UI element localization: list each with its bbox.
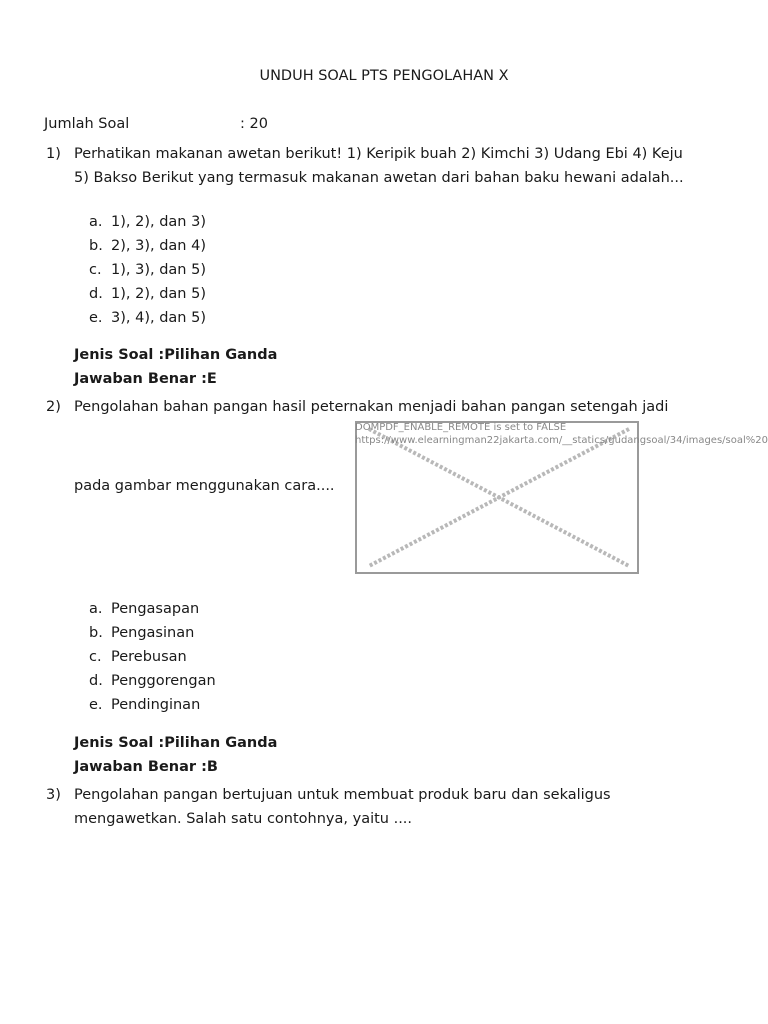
option-letter: a. (89, 214, 103, 230)
option-letter: a. (89, 601, 103, 617)
question-type: Jenis Soal :Pilihan Ganda (74, 735, 278, 751)
question-type: Jenis Soal :Pilihan Ganda (74, 347, 278, 363)
answer-option (89, 669, 216, 693)
image-error-note (355, 421, 768, 447)
option-text: Pengasapan (111, 601, 200, 617)
answer-option (89, 597, 199, 621)
answer-option (89, 234, 206, 258)
question-count-label: Jumlah Soal (44, 116, 130, 132)
answer-option (89, 306, 206, 330)
option-text: Perebusan (111, 649, 187, 665)
option-letter: b. (89, 625, 103, 641)
image-error-line: DOMPDF_ENABLE_REMOTE is set to FALSE (355, 422, 567, 433)
option-text: Pengasinan (111, 625, 195, 641)
option-text: 1), 3), dan 5) (111, 262, 206, 278)
option-letter: c. (89, 262, 102, 278)
option-letter: c. (89, 649, 102, 665)
option-letter: e. (89, 697, 103, 713)
question-number: 1) (46, 146, 61, 162)
option-text: 1), 2), dan 5) (111, 286, 206, 302)
answer-option (89, 693, 200, 717)
option-letter: e. (89, 310, 103, 326)
option-text: Penggorengan (111, 673, 216, 689)
option-text: Pendinginan (111, 697, 201, 713)
page-title: UNDUH SOAL PTS PENGOLAHAN X (259, 68, 509, 84)
correct-answer: Jawaban Benar :E (74, 371, 217, 387)
answer-option (89, 621, 194, 645)
answer-option (89, 645, 187, 669)
question-text-line: mengawetkan. Salah satu contohnya, yaitu .... (74, 811, 413, 827)
option-letter: d. (89, 673, 103, 689)
question-number: 3) (46, 787, 61, 803)
question-text-line: Pengolahan bahan pangan hasil peternakan menjadi bahan pangan setengah jadi (74, 399, 669, 415)
question-text-line: 5) Bakso Berikut yang termasuk makanan awetan dari bahan baku hewani adalah... (74, 170, 684, 186)
question-count-value: : 20 (240, 116, 268, 132)
option-text: 2), 3), dan 4) (111, 238, 206, 254)
answer-option (89, 210, 206, 234)
option-text: 3), 4), dan 5) (111, 310, 206, 326)
option-letter: d. (89, 286, 103, 302)
option-letter: b. (89, 238, 103, 254)
question-text-line: Pengolahan pangan bertujuan untuk membuat produk baru dan sekaligus (74, 787, 611, 803)
question-text-line: pada gambar menggunakan cara.... (74, 478, 335, 494)
question-text-line: Perhatikan makanan awetan berikut! 1) Keripik buah 2) Kimchi 3) Udang Ebi 4) Keju (74, 146, 683, 162)
answer-option (89, 258, 206, 282)
option-text: 1), 2), dan 3) (111, 214, 206, 230)
answer-option (89, 282, 206, 306)
question-number: 2) (46, 399, 61, 415)
image-error-url: https://www.elearningman22jakarta.com/__statics/gudangsoal/34/images/soal%20 (355, 435, 768, 446)
correct-answer: Jawaban Benar :B (74, 759, 218, 775)
